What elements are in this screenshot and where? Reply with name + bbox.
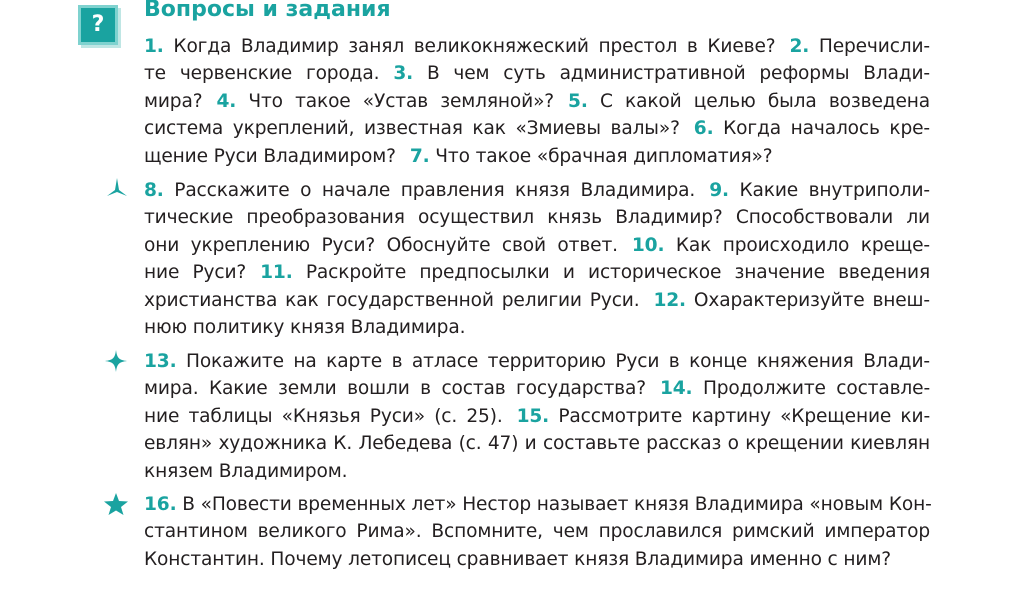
question-badge-icon: ? [78,5,118,45]
question-number: 13. [144,351,177,372]
question-number: 2. [789,36,810,57]
question-text: система укреплений, известная как «Змиевы валы»? [144,118,680,140]
text-line [144,430,930,457]
question-text: ние Руси? [144,262,247,284]
question-text: Когда Владимир занял великокняжеский престол в Киеве? [163,36,776,57]
question-text: Раскройте предпосылки и историческое значение введения [292,262,931,284]
text-line [144,232,930,259]
question-number: 16. [144,494,177,515]
question-number: 4. [216,90,237,112]
question-text: мира. Какие земли вошли в состав государства? [144,378,646,400]
question-number: 6. [693,118,714,140]
questions-group-analysis [144,177,930,341]
question-text: Расскажите о начале правления князя Владимира. [163,180,696,201]
question-text: В чем суть административной реформы Влади- [413,63,930,85]
text-line [144,375,930,402]
question-text: стантином великого Рима». Вспомните, чем прославился римский император [144,521,930,543]
questions-group-basic [144,33,930,170]
question-number: 9. [709,180,729,201]
question-number: 1. [144,36,164,57]
question-text: Покажите на карте в атласе территорию Руси в конце княжения Влади- [176,351,930,372]
text-line [144,287,930,314]
question-number: 11. [260,262,293,284]
question-text: тические преобразования осуществил князь Владимир? Способствовали ли [144,207,930,229]
text-line [144,314,930,341]
text-line [144,177,930,204]
text-line [144,518,930,545]
text-line [144,33,930,60]
question-text: ние таблицы «Князья Руси» (с. 25). [144,405,503,427]
section-title: Вопросы и задания [144,0,391,22]
text-line [144,204,930,231]
question-number: 3. [393,63,414,85]
question-text: нюю политику князя Владимира. [144,317,466,339]
text-line [144,115,930,142]
text-line [144,403,930,430]
question-number: 14. [659,378,693,400]
tripod-marker-icon [106,177,128,202]
question-text: Какие внутриполи- [728,180,930,201]
text-line [144,546,930,573]
question-text: христианства как государственной религии Руси. [144,289,640,311]
question-text: Константин. Почему летописец сравнивает князя Владимира именно с ним? [144,548,891,570]
question-text: те червенские города. [144,63,380,85]
question-text: Перечисли- [809,36,930,57]
question-number: 8. [144,180,164,201]
questions-group-practice [144,348,930,485]
question-text: Как происходило креще- [664,234,930,256]
question-text: Когда началось кре- [713,118,930,140]
question-text: Рассмотрите картину «Крещение ки- [549,405,930,427]
question-text: князем Владимиром. [144,460,348,482]
text-line [144,60,930,87]
text-line [144,259,930,286]
question-number: 15. [516,405,550,427]
question-text: Что такое «брачная дипломатия»? [429,145,773,167]
question-text: Охарактеризуйте внеш- [685,289,930,311]
question-number: 7. [409,145,430,167]
text-line [144,458,930,485]
text-line [144,143,930,170]
text-line [144,491,930,518]
question-number: 5. [568,90,588,112]
question-number: 12. [653,289,686,311]
question-text: щение Руси Владимиром? [144,145,396,167]
question-text: они укреплению Руси? Обоснуйте свой ответ. [144,234,618,256]
question-text: Что такое «Устав земляной»? [236,90,555,112]
text-line [144,348,930,375]
text-line [144,88,930,115]
question-text: В «Повести временных лет» Нестор называет князя Владимира «новым Кон- [176,494,932,515]
sparkle-marker-icon [105,350,127,377]
star-marker-icon [104,493,128,520]
questions-group-creative [144,491,930,573]
question-text: мира? [144,90,203,112]
question-text: С какой целью была возведена [587,90,930,112]
question-text: Продолжите составле- [692,378,930,400]
question-number: 10. [631,234,665,256]
question-text: евлян» художника К. Лебедева (с. 47) и составьте рассказ о крещении киевлян [144,433,930,455]
